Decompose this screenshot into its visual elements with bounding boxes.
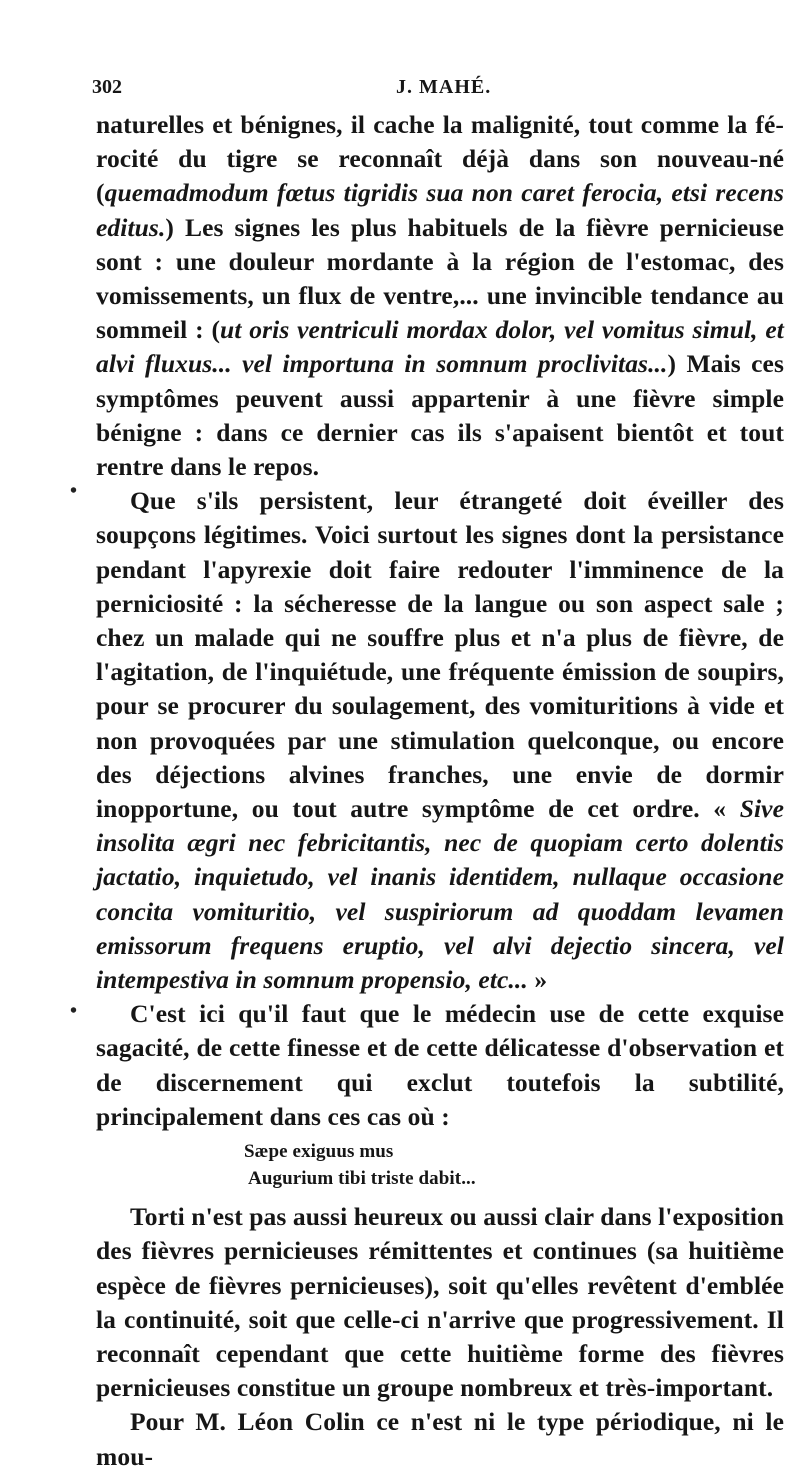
page-number: 302 <box>92 76 122 98</box>
latin-quote: ut oris ventriculi mordax dolor, vel vomitus simul, et alvi fluxus... vel importuna in somnum proclivitas... <box>96 315 784 379</box>
latin-quote: quemadmodum fœtus tigridis sua non caret ferocia, etsi recens editus. <box>96 178 784 242</box>
paragraph <box>96 108 784 484</box>
margin-mark: • <box>70 480 78 502</box>
text-run: Torti n'est pas aussi heureux ou aussi clair dans l'exposition des fièvres pernicieuses rémittentes et continues (sa huitième espèce de fièvres pernicieuses), soit qu'elles revêtent d'emblée la continuité, soit que celle-ci n'arrive que progressivement. Il reconnaît cependant que cette huitième forme des fièvres pernicieuses constitue un groupe nombreux et très-important. <box>96 1202 785 1403</box>
margin-mark: • <box>70 1000 78 1022</box>
text-run: C'est ici qu'il faut que le médecin use de cette exquise sagacité, de cette finesse et de cette délicatesse d'observation et de discernement qui exclut toutefois la subtilité, principalement dans ces cas où : <box>96 999 784 1131</box>
paragraph <box>96 484 784 997</box>
running-head: J. MAHÉ. <box>396 76 492 98</box>
text-run: ) Les signes les plus habituels de la fièvre pernicieuse sont : une douleur mordante à la région de l'estomac, des vomissements, un flux de ventre,... une invincible tendance au sommeil : ( <box>96 212 784 345</box>
text-run: Que s'ils persistent, leur étrangeté doit éveiller des soupçons légitimes. Voici surtout les signes dont la persistance pendant l'apyrexie doit faire redouter l'imminence de la perniciosité : la sécheresse de la langue ou son aspect sale ; chez un malade qui ne souffre plus et n'a plus de fièvre, de l'agitation, de l'inquiétude, une fréquente émission de soupirs, pour se procurer du soulagement, des vomituritions à vide et non provoquées par une stimulation quelconque, ou encore des déjections alvines franches, une envie de dormir inopportune, ou tout autre symptôme de cet ordre. « <box>96 486 784 824</box>
verse-line: Augurium tibi triste dabit... <box>248 1168 476 1190</box>
text-run: » <box>527 965 548 995</box>
text-run: ) Mais ces symptômes peuvent aussi appartenir à une fièvre simple bénigne : dans ce dernier cas ils s'apaisent bientôt et tout rentre dans le repos. <box>96 349 784 482</box>
latin-quote: Sive insolita ægri nec febricitantis, nec de quopiam certo dolentis jactatio, inquietudo, vel inanis identidem, nullaque occasione concita vomituritio, vel suspiriorum ad quoddam levamen emissorum frequens eruptio, vel alvi dejectio sincera, vel intempestiva in somnum propensio, etc... <box>96 794 784 995</box>
page-header <box>92 76 772 104</box>
verse-line: Sæpe exiguus mus <box>244 1141 394 1163</box>
paragraph <box>96 1405 784 1473</box>
body-text <box>96 108 784 1474</box>
text-run: naturelles et bénignes, il cache la malignité, tout comme la fé-rocité du tigre se reconnaît déjà dans son nouveau-né ( <box>96 110 784 208</box>
paragraph <box>96 1200 784 1405</box>
verse-quote <box>96 1138 784 1192</box>
text-run: Pour M. Léon Colin ce n'est ni le type périodique, ni le mou- <box>96 1407 784 1471</box>
paragraph <box>96 997 784 1134</box>
